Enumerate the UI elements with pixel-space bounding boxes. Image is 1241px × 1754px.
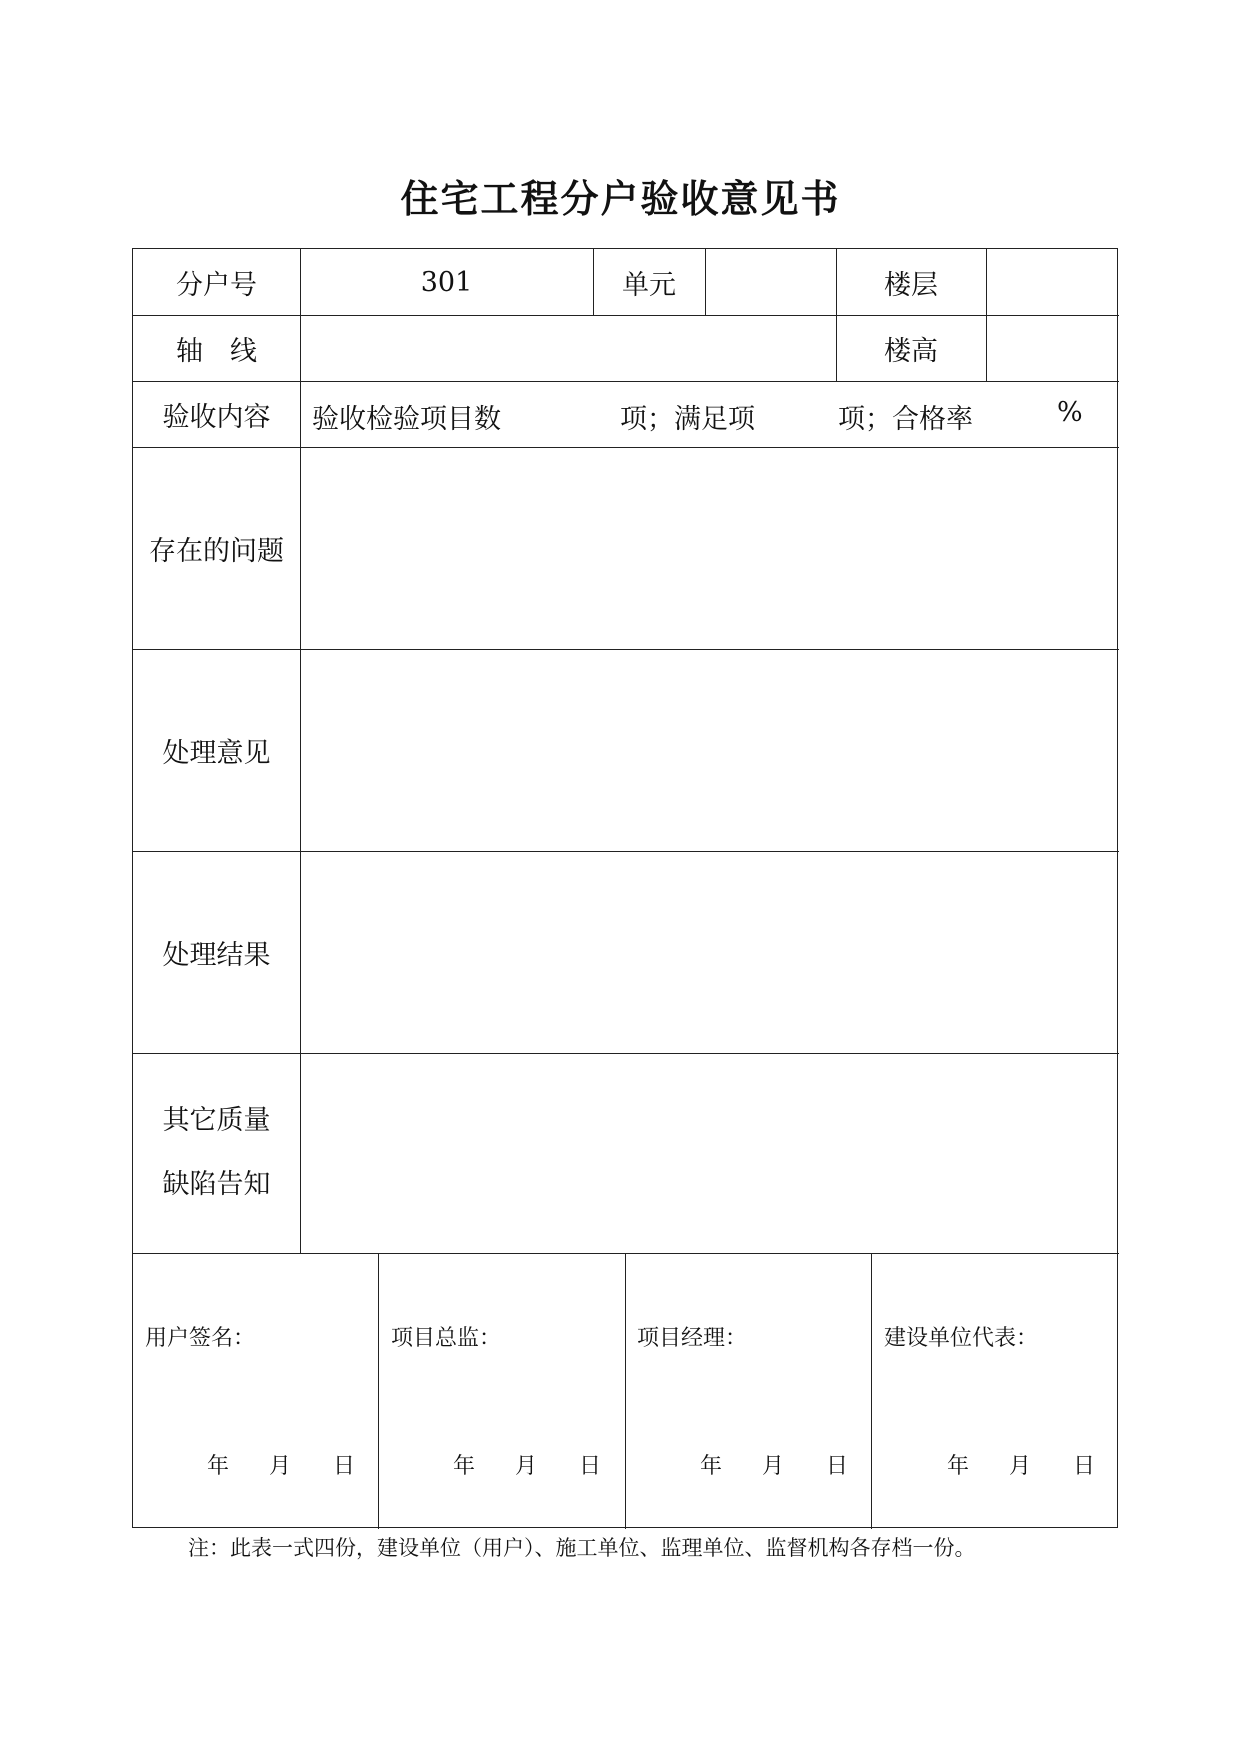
date-year: 年: [947, 1454, 970, 1479]
other-defects-field[interactable]: [300, 1053, 1119, 1253]
handling-opinion-field[interactable]: [300, 649, 1119, 851]
satisfied-unit-text: 项；合格率: [838, 404, 973, 435]
date-year: 年: [700, 1454, 723, 1479]
building-unit-value[interactable]: [705, 249, 836, 315]
problems-label: 存在的问题: [149, 535, 284, 567]
problems-field[interactable]: [300, 447, 1119, 649]
axis-value[interactable]: [300, 315, 836, 381]
date-year: 年: [207, 1454, 230, 1479]
percent-sign: %: [1057, 397, 1083, 428]
date-month: 月: [1009, 1454, 1032, 1479]
floor-value[interactable]: [986, 249, 1119, 315]
building-unit-label: 单元: [622, 269, 676, 301]
other-defects-label-line1: 其它质量: [162, 1105, 271, 1136]
project-manager-signature-label: 项目经理：: [637, 1326, 748, 1351]
date-year: 年: [453, 1454, 476, 1479]
row-divider: [133, 1253, 1119, 1254]
handling-result-label: 处理结果: [162, 939, 271, 971]
items-unit-text: 项；满足项: [620, 404, 755, 435]
user-signature-label: 用户签名：: [145, 1326, 256, 1351]
column-divider: [871, 1253, 872, 1529]
date-month: 月: [762, 1454, 785, 1479]
form-title: 住宅工程分户验收意见书: [400, 176, 841, 221]
other-defects-label: [133, 1053, 300, 1253]
date-day: 日: [579, 1454, 602, 1479]
column-divider: [625, 1253, 626, 1529]
developer-representative-signature-label: 建设单位代表：: [884, 1326, 1039, 1351]
date-day: 日: [1073, 1454, 1096, 1479]
building-height-label: 楼高: [884, 335, 938, 367]
unit-number-label: 分户号: [176, 269, 257, 301]
items-count-label: 验收检验项目数: [312, 404, 501, 435]
acceptance-form-table: [132, 248, 1118, 1528]
project-director-signature-label: 项目总监：: [391, 1326, 502, 1351]
handling-opinion-label: 处理意见: [162, 737, 271, 769]
handling-result-field[interactable]: [300, 851, 1119, 1053]
axis-label: 轴 线: [176, 335, 257, 367]
floor-label: 楼层: [884, 269, 938, 301]
date-day: 日: [826, 1454, 849, 1479]
date-month: 月: [515, 1454, 538, 1479]
footnote: 注：此表一式四份，建设单位（用户）、施工单位、监理单位、监督机构各存档一份。: [188, 1536, 976, 1560]
column-divider: [378, 1253, 379, 1529]
unit-number-value[interactable]: 301: [420, 266, 473, 298]
acceptance-content-label: 验收内容: [162, 401, 271, 433]
building-height-value[interactable]: [986, 315, 1119, 381]
other-defects-label-line2: 缺陷告知: [162, 1169, 271, 1200]
date-month: 月: [269, 1454, 292, 1479]
date-day: 日: [333, 1454, 356, 1479]
